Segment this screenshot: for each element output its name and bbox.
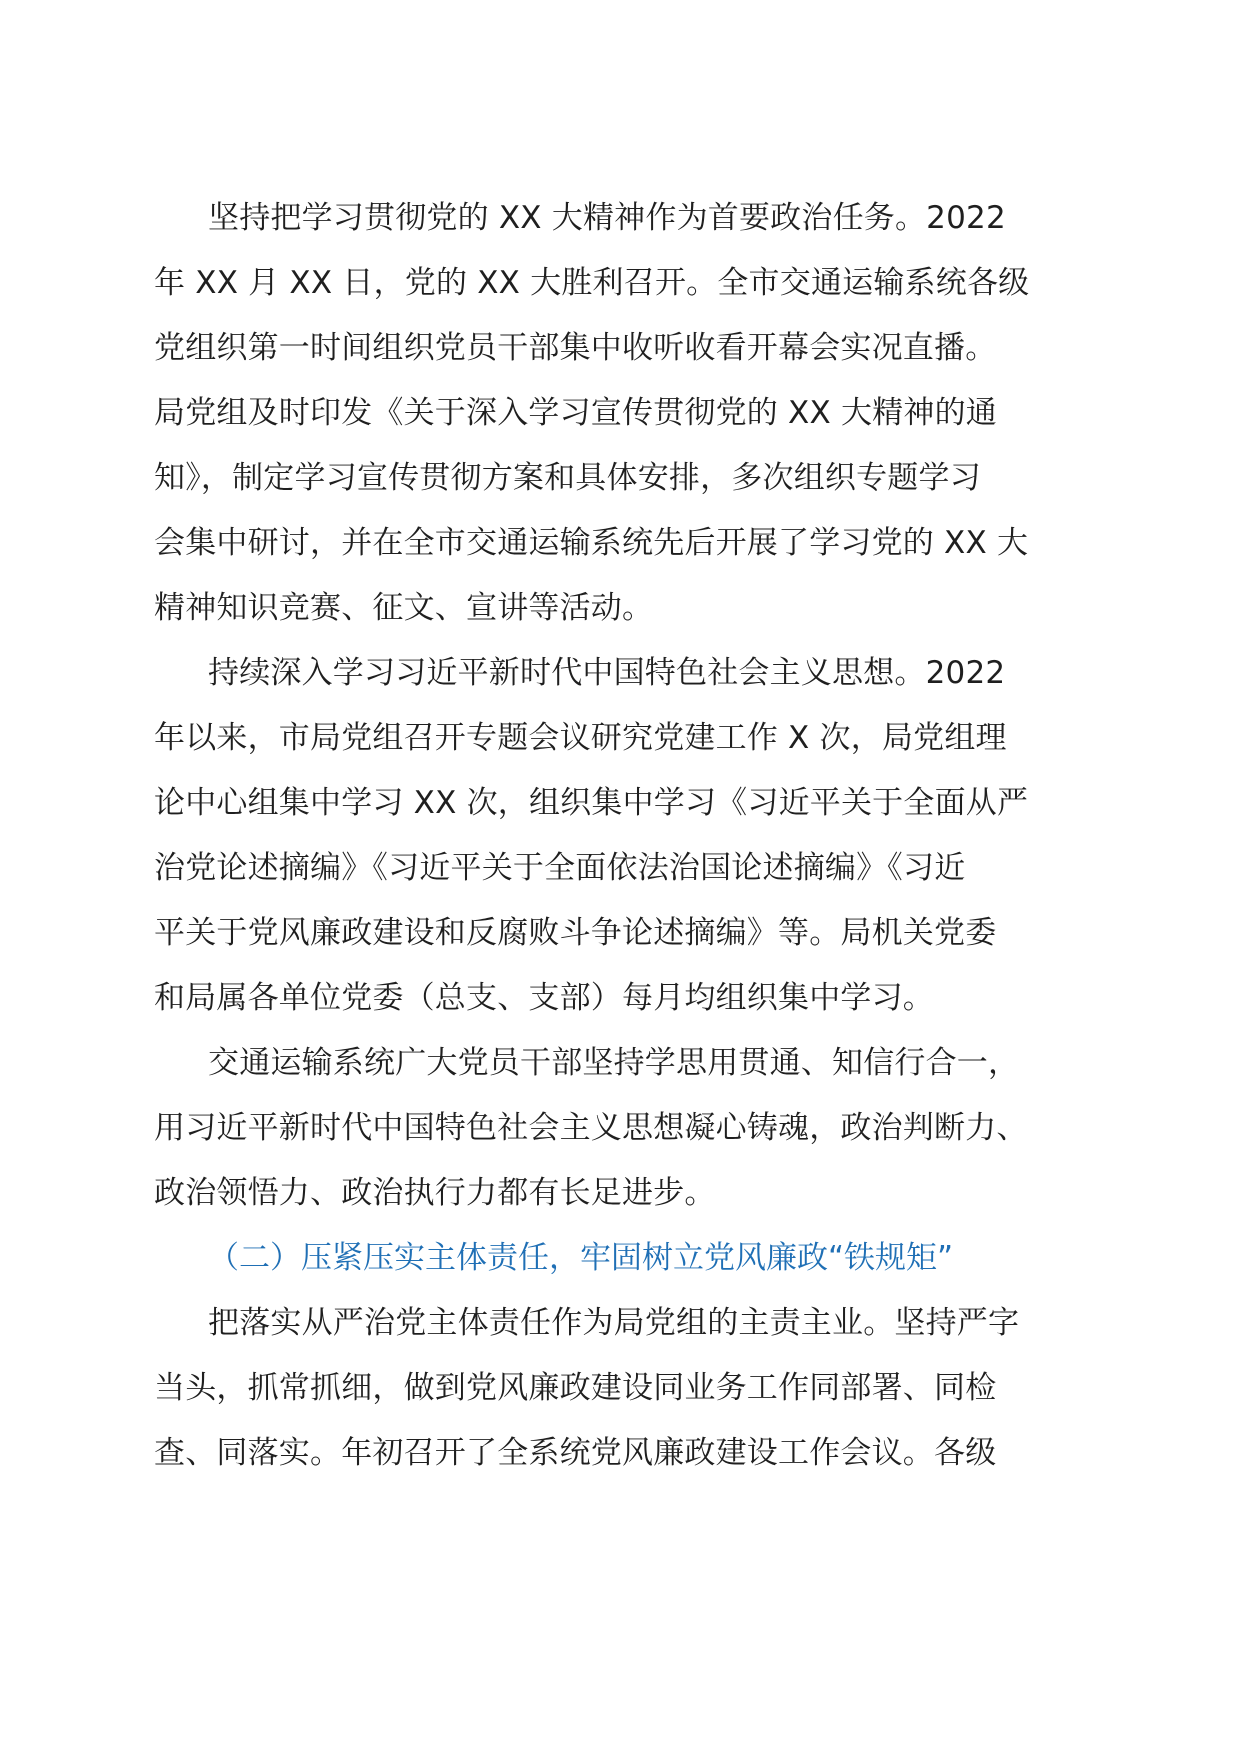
text-line: 持续深入学习习近平新时代中国特色社会主义思想。2022 bbox=[208, 655, 1006, 691]
paragraph-study-congress-spirit bbox=[154, 186, 1154, 641]
paragraph-main-responsibility bbox=[154, 1291, 1154, 1486]
text-line: 坚持把学习贯彻党的 XX 大精神作为首要政治任务。2022 bbox=[208, 200, 1006, 236]
text-line: 治党论述摘编》《习近平关于全面依法治国论述摘编》《习近 bbox=[154, 850, 966, 886]
text-line: 和局属各单位党委（总支、支部）每月均组织集中学习。 bbox=[154, 980, 934, 1016]
text-line: 当头，抓常抓细，做到党风廉政建设同业务工作同部署、同检 bbox=[154, 1370, 997, 1406]
text-line: 论中心组集中学习 XX 次，组织集中学习《习近平关于全面从严 bbox=[154, 785, 1029, 821]
text-line: 查、同落实。年初召开了全系统党风廉政建设工作会议。各级 bbox=[154, 1435, 997, 1471]
paragraph-study-thought bbox=[154, 641, 1154, 1031]
text-line: 政治领悟力、政治执行力都有长足进步。 bbox=[154, 1175, 716, 1211]
document-page bbox=[154, 186, 1154, 1486]
text-line: 会集中研讨，并在全市交通运输系统先后开展了学习党的 XX 大 bbox=[154, 525, 1029, 561]
text-line: 局党组及时印发《关于深入学习宣传贯彻党的 XX 大精神的通 bbox=[154, 395, 997, 431]
text-line: 交通运输系统广大党员干部坚持学思用贯通、知信行合一， bbox=[208, 1045, 1020, 1081]
text-line: 精神知识竞赛、征文、宣讲等活动。 bbox=[154, 590, 654, 626]
text-line: 平关于党风廉政建设和反腐败斗争论述摘编》等。局机关党委 bbox=[154, 915, 997, 951]
text-line: 把落实从严治党主体责任作为局党组的主责主业。坚持严字 bbox=[208, 1305, 1020, 1341]
section-heading: （二）压紧压实主体责任，牢固树立党风廉政“铁规矩” bbox=[208, 1240, 954, 1276]
paragraph-cadre-progress bbox=[154, 1031, 1154, 1226]
text-line: 知》，制定学习宣传贯彻方案和具体安排，多次组织专题学习 bbox=[154, 460, 981, 496]
text-line: 党组织第一时间组织党员干部集中收听收看开幕会实况直播。 bbox=[154, 330, 997, 366]
text-line: 年以来，市局党组召开专题会议研究党建工作 X 次，局党组理 bbox=[154, 720, 1007, 756]
text-line: 用习近平新时代中国特色社会主义思想凝心铸魂，政治判断力、 bbox=[154, 1110, 1028, 1146]
text-line: 年 XX 月 XX 日，党的 XX 大胜利召开。全市交通运输系统各级 bbox=[154, 265, 1030, 301]
